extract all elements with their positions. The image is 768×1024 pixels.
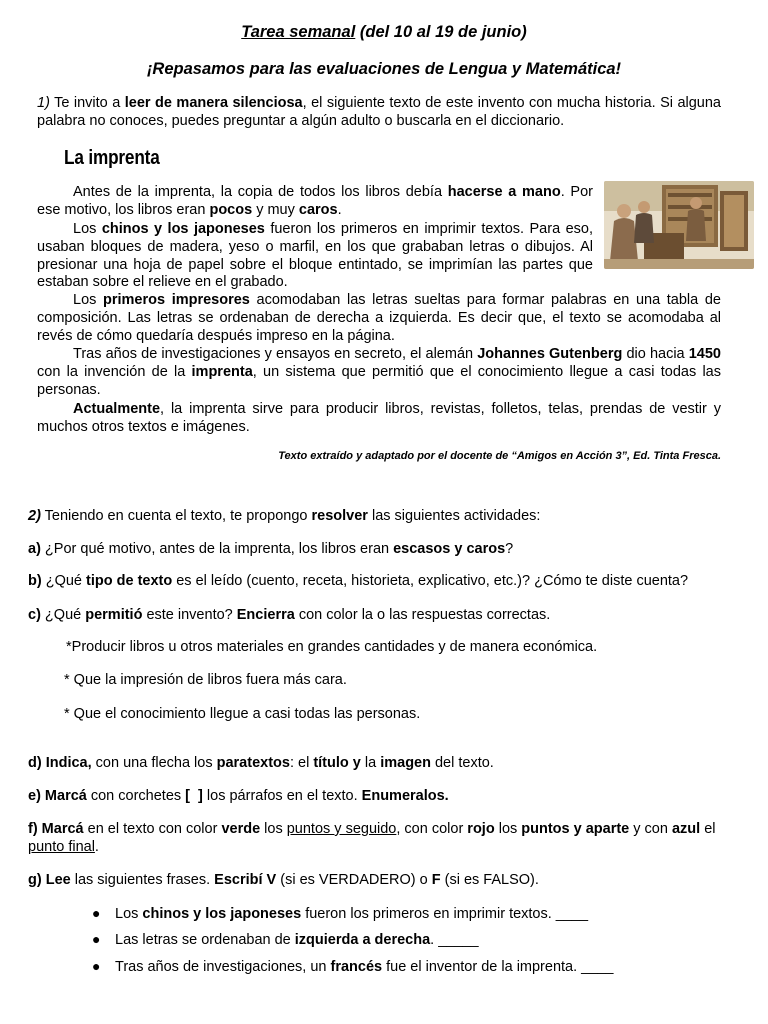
activities-intro	[28, 507, 738, 525]
question-text: este invento?	[142, 607, 237, 623]
instruction-bold: leer de manera silenciosa	[124, 95, 303, 111]
question-bold: tipo de texto	[86, 573, 173, 589]
question-label: d) Indica,	[28, 755, 92, 771]
question-text: (si es VERDADERO) o	[276, 872, 432, 888]
statement-text: Tras años de investigaciones, un	[115, 959, 331, 975]
page-title	[0, 23, 768, 42]
paragraph-text: Los	[73, 292, 104, 308]
paragraph-text: .	[337, 201, 342, 218]
paragraph-text: Tras años de investigaciones y ensayos en secreto, el alemán	[73, 346, 478, 362]
paragraph-text: . Por ese motivo, los libros eran	[37, 184, 593, 218]
paragraph-bold: chinos y los japoneses	[101, 221, 265, 237]
question-text: ¿Qué	[41, 573, 87, 589]
question-text: , con color	[396, 821, 468, 837]
paragraph-text: acomodaban las letras sueltas para formar palabras en una tabla de composición. Las letras se ordenaban de derecha a izquierda. Es decir que, el texto se acomodaba al revés de cómo quedaría después impreso en la página.	[37, 292, 721, 344]
question-text: las siguientes actividades:	[367, 508, 541, 524]
bullet-icon: ●	[92, 905, 101, 921]
question-d	[28, 754, 738, 772]
bullet-icon: ●	[92, 958, 101, 974]
question-bold: Enumeralos.	[361, 788, 449, 804]
question-text: ?	[505, 541, 514, 557]
statement-text: Las letras se ordenaban de	[115, 932, 295, 948]
question-text: los	[494, 821, 522, 837]
instruction-text: , el siguiente texto de este invento con mucha historia. Si alguna palabra no conoces, puedes preguntar a algún adulto o buscarla en el diccionario.	[37, 95, 721, 129]
question-label: f) Marcá	[28, 821, 84, 837]
question-text: .	[94, 839, 99, 855]
question-label: a)	[28, 541, 41, 557]
question-text: las siguientes frases.	[70, 872, 215, 888]
statement-text: fue el inventor de la imprenta. ____	[382, 959, 614, 975]
question-label: b)	[28, 573, 42, 589]
question-bold: escasos y caros	[393, 541, 506, 557]
activities-number: 2)	[28, 508, 41, 524]
article-title: La imprenta	[64, 147, 160, 169]
paragraph-text: con la invención de la	[37, 363, 192, 380]
paragraph-text: Antes de la imprenta, la copia de todos los libros debía	[73, 184, 448, 200]
statement-2[interactable]	[115, 931, 768, 949]
title-underlined: Tarea semanal	[241, 23, 356, 41]
question-e	[28, 787, 738, 805]
question-f	[28, 820, 722, 856]
question-bold: verde	[221, 821, 261, 837]
question-bold: paratextos	[216, 755, 290, 771]
instruction-1	[37, 94, 721, 130]
question-bold: Encierra	[236, 607, 295, 623]
question-g	[28, 871, 738, 889]
statement-bold: francés	[330, 959, 383, 975]
question-bold: título y	[313, 755, 361, 771]
paragraph-text: dio hacia	[622, 346, 689, 362]
option-c-1[interactable]: *Producir libros u otros materiales en grandes cantidades y de manera económica.	[66, 639, 598, 655]
question-text: es el leído (cuento, receta, historieta, explicativo, etc.)? ¿Cómo te diste cuenta?	[172, 573, 689, 589]
option-c-2[interactable]: * Que la impresión de libros fuera más cara.	[64, 672, 347, 688]
paragraph-bold: primeros impresores	[103, 292, 250, 308]
question-label: g) Lee	[28, 872, 71, 888]
paragraph-text: , un sistema que permitió que el conocimiento llegue a casi todas las personas.	[37, 363, 721, 398]
paragraph-bold: Johannes Gutenberg	[477, 346, 623, 362]
question-text: con una flecha los	[91, 755, 217, 771]
bullet-icon: ●	[92, 931, 101, 947]
question-bold: puntos y aparte	[521, 821, 630, 837]
article-paragraph-2	[37, 221, 593, 292]
question-text: con corchetes	[86, 788, 186, 804]
instruction-number: 1)	[37, 95, 50, 111]
question-text: del texto.	[430, 755, 494, 771]
question-bold: [ ]	[185, 788, 203, 804]
question-text: en el texto con color	[83, 821, 222, 837]
question-bold: Escribí V	[214, 872, 277, 888]
article-paragraph-4	[37, 346, 721, 399]
paragraph-bold: hacerse a mano	[447, 184, 561, 200]
paragraph-text: fueron los primeros en imprimir textos. Para eso, usaban bloques de madera, yeso o marfil, en los que grababan letras o dibujos. Al presionar una hoja de papel sobre el bloque entintado, se imprimían las partes que estaban sobre el relieve en el grabado.	[37, 221, 593, 291]
question-text: los párrafos en el texto.	[202, 788, 362, 804]
paragraph-bold: 1450	[688, 346, 721, 362]
page-subtitle: ¡Repasamos para las evaluaciones de Lengua y Matemática!	[146, 60, 622, 78]
question-b	[28, 572, 738, 590]
question-text: con color la o las respuestas correctas.	[294, 607, 551, 623]
paragraph-bold: Actualmente	[73, 401, 161, 417]
question-bold: resolver	[311, 508, 368, 524]
statement-text: fueron los primeros en imprimir textos. ____	[301, 906, 589, 922]
paragraph-text: Los	[73, 221, 102, 237]
statement-bold: chinos y los japoneses	[142, 906, 302, 922]
statement-text: Los	[115, 906, 143, 922]
paragraph-bold: imprenta	[191, 363, 253, 380]
option-c-3[interactable]: * Que el conocimiento llegue a casi todas las personas.	[64, 706, 421, 722]
question-a	[28, 540, 738, 558]
question-c	[28, 606, 738, 624]
question-text: ¿Qué	[40, 607, 86, 623]
question-text: ¿Por qué motivo, antes de la imprenta, los libros eran	[40, 541, 394, 557]
question-bold: imagen	[380, 755, 431, 771]
article-paragraph-3	[37, 292, 721, 345]
article-paragraph-5	[37, 401, 721, 437]
question-text: (si es FALSO).	[440, 872, 539, 888]
question-label: c)	[28, 607, 41, 623]
question-text: la	[360, 755, 381, 771]
question-underlined: punto final	[28, 839, 95, 855]
question-text: Teniendo en cuenta el texto, te propongo	[40, 508, 312, 524]
question-bold: azul	[671, 821, 701, 837]
instruction-text: Te invito a	[49, 95, 125, 111]
printing-press-illustration	[604, 181, 754, 269]
printing-press-image	[604, 181, 754, 269]
question-text: y con	[629, 821, 672, 837]
statement-3[interactable]	[115, 958, 768, 976]
article-paragraph-1	[37, 184, 593, 220]
paragraph-text: y muy	[252, 201, 299, 218]
question-bold: permitió	[85, 607, 143, 623]
source-credit: Texto extraído y adaptado por el docente de “Amigos en Acción 3”, Ed. Tinta Fresca.	[278, 450, 721, 462]
statement-1[interactable]	[115, 905, 768, 923]
question-text: el	[700, 821, 716, 837]
question-underlined: puntos y seguido	[286, 821, 397, 837]
question-text: : el	[289, 755, 314, 771]
question-text: los	[260, 821, 287, 837]
paragraph-text: , la imprenta sirve para producir libros, revistas, folletos, telas, prendas de vestir y muchos otros textos e imágenes.	[37, 401, 721, 435]
question-label: e) Marcá	[28, 788, 87, 804]
question-bold: rojo	[467, 821, 495, 837]
paragraph-bold: caros	[298, 201, 338, 218]
title-dates: (del 10 al 19 de junio)	[355, 23, 527, 41]
statement-text: . _____	[430, 932, 479, 948]
statement-bold: izquierda a derecha	[294, 932, 431, 948]
question-bold: F	[431, 872, 441, 888]
paragraph-bold: pocos	[209, 201, 253, 218]
